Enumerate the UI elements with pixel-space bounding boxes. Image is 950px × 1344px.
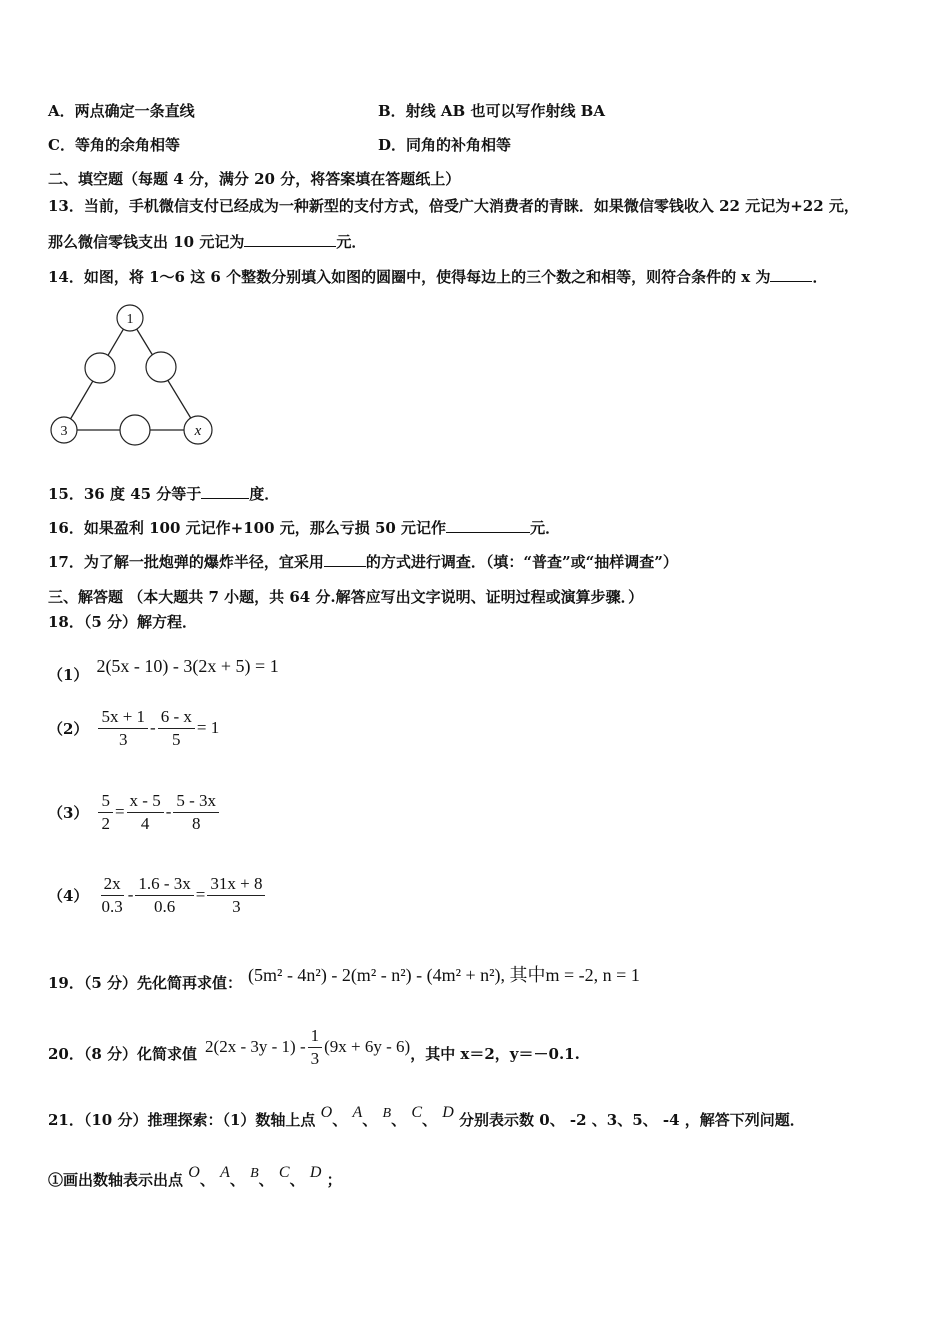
frac-den: 3 <box>118 729 128 749</box>
q14-text-pre: 14．如图，将 1～6 这 6 个整数分别填入如图的圆圈中，使得每边上的三个数之和相等，则符合条件的 x 为 <box>48 268 771 286</box>
frac-num: 5 <box>98 790 113 813</box>
q20-label: 20．（8 分）化简求值 <box>48 1044 198 1063</box>
frac-den: 4 <box>140 813 150 833</box>
q16-answer-blank <box>446 518 530 533</box>
q21-sub1-point-d: D <box>309 1164 322 1181</box>
q18-eq3-frac0 <box>98 790 113 835</box>
q20 <box>48 1012 580 1082</box>
q18-eq3-frac1 <box>127 790 164 835</box>
q18-eq3-frac2 <box>173 790 219 835</box>
q21-point-d: D <box>442 1104 454 1121</box>
q21-line <box>48 1104 805 1132</box>
frac-den: 5 <box>172 729 181 749</box>
q20-frac <box>308 1025 323 1070</box>
sep: 、 <box>421 1111 437 1129</box>
frac-den: 0.6 <box>153 896 176 916</box>
q18-eq4-frac3 <box>207 873 265 918</box>
q18-eq3 <box>48 787 221 837</box>
sep: 、 <box>289 1171 305 1189</box>
sep: 、 <box>258 1171 274 1189</box>
frac-num: 31x + 8 <box>207 873 265 896</box>
choice-a: A．两点确定一条直线 <box>48 102 195 120</box>
q21-sub1-post: ； <box>326 1171 342 1189</box>
frac-num: x - 5 <box>127 790 164 813</box>
frac-num: 2x <box>101 873 124 896</box>
q15-post: 度． <box>249 485 280 503</box>
q18-eq4-frac2 <box>135 873 193 918</box>
section3-title: 三、解答题 （本大题共 7 小题，共 64 分.解答应写出文字说明、证明过程或演算步骤．） <box>48 588 644 606</box>
q21-point-c: C <box>411 1104 422 1121</box>
choice-b: B．射线 AB 也可以写作射线 BA <box>378 102 605 120</box>
q21-pre: 21．（10 分）推理探索：（1）数轴上点 <box>48 1111 316 1129</box>
circle-top-label: 1 <box>126 312 134 327</box>
q18-eq2-frac2 <box>158 706 195 751</box>
q16-post: 元． <box>530 519 561 537</box>
sep: 、 <box>332 1111 348 1129</box>
q21-point-o: O <box>320 1104 333 1121</box>
q17-post: 的方式进行调查．（填：“普查”或“抽样调查”） <box>365 553 678 571</box>
q15 <box>48 484 279 504</box>
frac-den: 3 <box>310 1048 320 1068</box>
q18-eq1 <box>48 646 279 686</box>
q19-label: 19．（5 分）先化简再求值： <box>48 973 243 992</box>
section2-title: 二、填空题（每题 4 分，满分 20 分，将答案填在答题纸上） <box>48 170 461 188</box>
frac-num: 5 - 3x <box>173 790 219 813</box>
q14-text <box>48 267 827 287</box>
frac-num: 1 <box>308 1025 323 1048</box>
frac-num: 5x + 1 <box>98 706 148 729</box>
q20-expr-pre: 2(2x - 3y - 1) - <box>205 1037 306 1056</box>
q14-triangle-diagram <box>40 300 220 450</box>
circle-right-mid <box>146 352 176 382</box>
circle-bottom-left-label: 3 <box>60 424 68 439</box>
q13-line2-post: 元． <box>336 233 367 251</box>
frac-den: 2 <box>101 813 110 833</box>
circle-left-mid <box>85 353 115 383</box>
q18-label-2: （2） <box>48 719 89 738</box>
choice-d: D．同角的补角相等 <box>378 136 512 154</box>
sep: 、 <box>199 1171 215 1189</box>
operator: - <box>127 885 134 904</box>
q13-line2 <box>48 232 366 252</box>
q20-tail: ，其中 x＝2，y＝－0.1. <box>410 1044 580 1063</box>
q17 <box>48 552 678 572</box>
q20-expr-post: (9x + 6y - 6) <box>324 1037 411 1056</box>
q21-sub1-point-b: B <box>250 1166 259 1181</box>
q14-answer-blank <box>770 267 812 282</box>
rhs: = 1 <box>196 718 220 737</box>
q21-sub1-point-a: A <box>220 1164 230 1181</box>
q19 <box>48 952 640 996</box>
q13-line2-pre: 那么微信零钱支出 10 元记为 <box>48 233 245 251</box>
q15-answer-blank <box>201 484 249 499</box>
circle-bottom-right-label: x <box>194 423 202 439</box>
q15-pre: 15．36 度 45 分等于 <box>48 485 202 503</box>
equals: = <box>114 802 125 821</box>
q13-answer-blank <box>244 232 336 247</box>
choice-c: C．等角的余角相等 <box>48 136 180 154</box>
frac-den: 3 <box>232 896 241 916</box>
equals: = <box>195 885 206 904</box>
q18-title: 18．（5 分）解方程． <box>48 613 198 631</box>
q21-sub1-point-c: C <box>278 1164 290 1181</box>
operator: - <box>165 802 172 821</box>
q18-label-4: （4） <box>48 886 89 905</box>
q21-sub1-pre: ①画出数轴表示出点 <box>48 1171 184 1189</box>
q18-eq4-frac1 <box>98 873 125 918</box>
frac-num: 1.6 - 3x <box>135 873 193 896</box>
q21-post: 分别表示数 0、 -2 、3、5、 -4 ，解答下列问题． <box>459 1111 805 1129</box>
q21-sub1 <box>48 1164 342 1192</box>
frac-num: 6 - x <box>158 706 195 729</box>
q19-expr: (5m² - 4n²) - 2(m² - n²) - (4m² + n²), 其中m = -2, n = 1 <box>248 965 640 985</box>
q18-label-1: （1） <box>48 665 89 684</box>
frac-den: 8 <box>191 813 201 833</box>
q18-label-3: （3） <box>48 803 89 822</box>
q21-sub1-point-o: O <box>188 1164 200 1181</box>
q21-point-b: B <box>382 1106 392 1121</box>
operator: - <box>150 718 156 737</box>
q16 <box>48 518 560 538</box>
q16-pre: 16．如果盈利 100 元记作+100 元，那么亏损 50 元记作 <box>48 519 447 537</box>
q13-line1: 13．当前，手机微信支付已经成为一种新型的支付方式，倍受广大消费者的青睐．如果微信零钱收入 22 元记为+22 元， <box>48 197 859 215</box>
circle-bottom-mid <box>120 415 150 445</box>
q21-point-a: A <box>352 1104 363 1121</box>
q18-eq2 <box>48 703 219 753</box>
frac-den: 0.3 <box>101 896 123 916</box>
q17-answer-blank <box>324 552 366 567</box>
q18-eq4 <box>48 870 267 920</box>
q18-eq1-expr: 2(5x - 10) - 3(2x + 5) = 1 <box>96 655 279 676</box>
sep: 、 <box>362 1111 378 1129</box>
sep: 、 <box>229 1171 245 1189</box>
q14-text-post: ． <box>812 268 828 286</box>
q18-eq2-frac1 <box>98 706 148 751</box>
sep: 、 <box>391 1111 407 1129</box>
q17-pre: 17．为了解一批炮弹的爆炸半径，宜采用 <box>48 553 324 571</box>
